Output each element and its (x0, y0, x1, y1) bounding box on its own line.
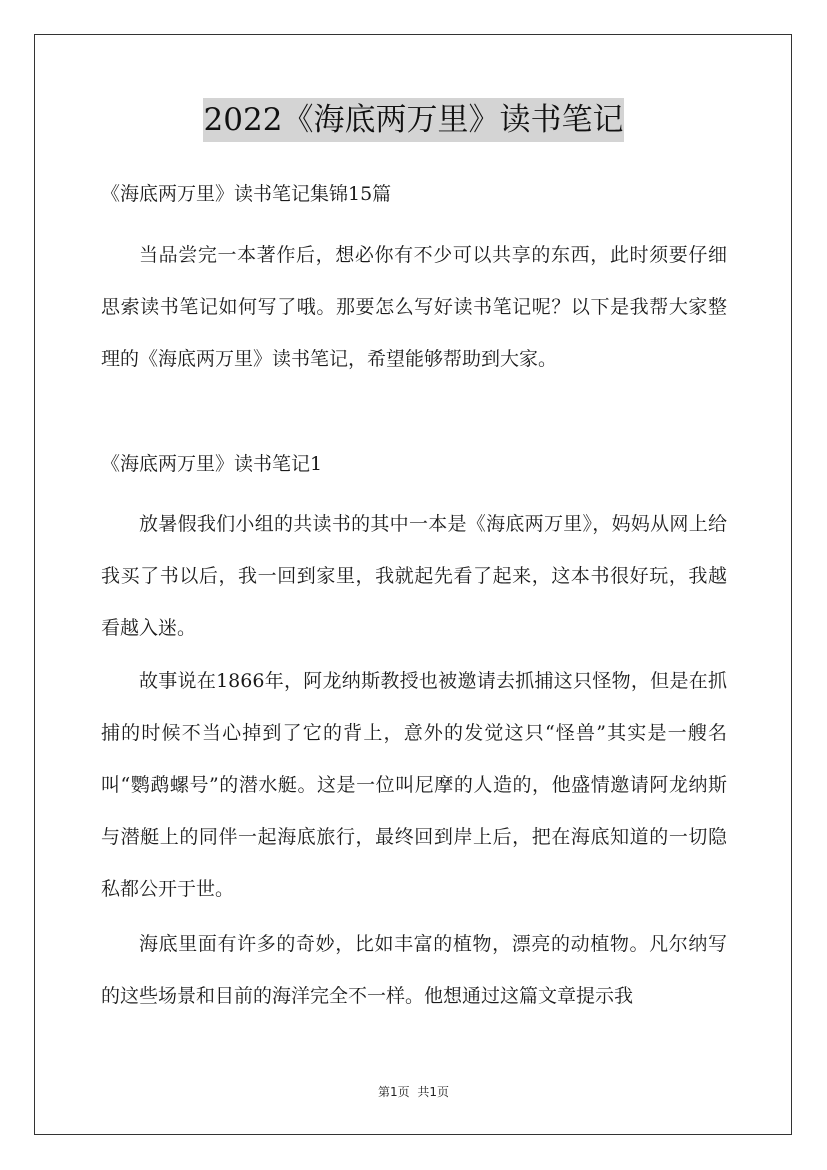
body-paragraph: 故事说在1866年，阿龙纳斯教授也被邀请去抓捕这只怪物，但是在抓捕的时候不当心掉到了它的背上，意外的发觉这只“怪兽”其实是一艘名叫“鹦鹉螺号”的潜水艇。这是一位叫尼摩的人造的，他盛情邀请阿龙纳斯与潜艇上的同伴一起海底旅行，最终回到岸上后，把在海底知道的一切隐私都公开于世。 (101, 670, 727, 900)
title-wrapper (0, 98, 827, 142)
page-number: 第1页 (378, 1085, 410, 1099)
document-subtitle: 《海底两万里》读书笔记集锦15篇 (101, 183, 392, 205)
page-total: 共1页 (417, 1085, 449, 1099)
body-paragraph: 放暑假我们小组的共读书的其中一本是《海底两万里》，妈妈从网上给我买了书以后，我一回到家里，我就起先看了起来，这本书很好玩，我越看越入迷。 (101, 513, 727, 639)
document-title: 2022《海底两万里》读书笔记 (203, 98, 625, 142)
intro-paragraph: 当品尝完一本著作后，想必你有不少可以共享的东西，此时须要仔细思索读书笔记如何写了哦。那要怎么写好读书笔记呢？以下是我帮大家整理的《海底两万里》读书笔记，希望能够帮助到大家。 (101, 244, 727, 370)
body-paragraph: 海底里面有许多的奇妙，比如丰富的植物，漂亮的动植物。凡尔纳写的这些场景和目前的海洋完全不一样。他想通过这篇文章提示我 (101, 933, 727, 1007)
section-heading: 《海底两万里》读书笔记1 (101, 453, 323, 475)
page-footer (0, 1083, 827, 1101)
